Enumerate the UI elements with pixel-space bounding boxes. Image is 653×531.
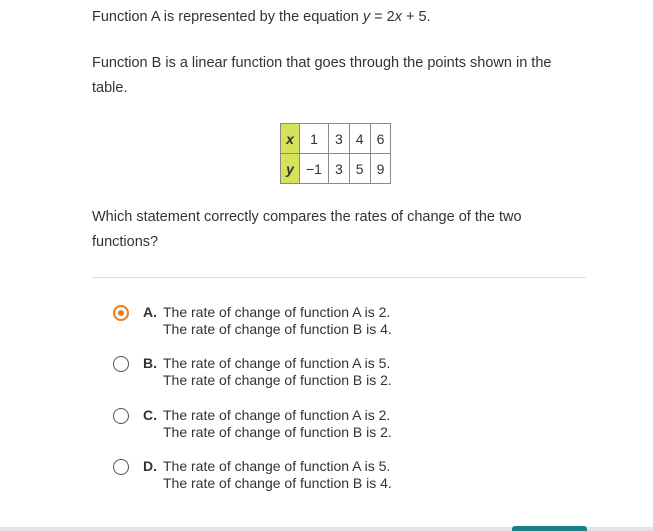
question-prompt: Which statement correctly compares the rates of change of the two functions? (92, 209, 522, 250)
table-cell: 5 (349, 154, 370, 184)
answer-choice-d[interactable] (113, 458, 533, 498)
table-header-y: y (281, 154, 300, 184)
table-cell: 9 (370, 154, 391, 184)
next-button[interactable] (512, 526, 587, 531)
divider (92, 277, 586, 278)
choice-line-1: The rate of change of function A is 2. (163, 407, 391, 423)
choice-line-2: The rate of change of function B is 2. (163, 424, 392, 440)
choice-line-1: The rate of change of function A is 2. (163, 304, 391, 320)
values-table (280, 123, 391, 184)
choice-line-2: The rate of change of function B is 2. (163, 372, 392, 388)
choice-letter: A. (143, 304, 157, 320)
radio-button-c[interactable] (113, 408, 129, 424)
table-cell: 3 (328, 124, 349, 154)
function-a-statement: Function A is represented by the equation y = 2x + 5. (92, 9, 431, 25)
choice-letter: C. (143, 407, 157, 423)
answer-choice-a[interactable] (113, 304, 533, 344)
choice-text (163, 407, 392, 441)
table-cell: 4 (349, 124, 370, 154)
answer-choice-c[interactable] (113, 407, 533, 447)
choice-letter: D. (143, 458, 157, 474)
table-header-x: x (281, 124, 300, 154)
choice-text (163, 355, 392, 389)
radio-button-b[interactable] (113, 356, 129, 372)
choice-line-1: The rate of change of function A is 5. (163, 355, 391, 371)
choice-text (163, 458, 392, 492)
table-cell: −1 (300, 154, 329, 184)
radio-button-d[interactable] (113, 459, 129, 475)
table-cell: 1 (300, 124, 329, 154)
table-row-x (281, 124, 391, 154)
answer-choice-b[interactable] (113, 355, 533, 395)
choice-text (163, 304, 392, 338)
choice-line-2: The rate of change of function B is 4. (163, 321, 392, 337)
choice-line-2: The rate of change of function B is 4. (163, 475, 392, 491)
table-row-y (281, 154, 391, 184)
function-b-statement: Function B is a linear function that goes through the points shown in the table. (92, 55, 552, 96)
choice-letter: B. (143, 355, 157, 371)
table-cell: 3 (328, 154, 349, 184)
table-cell: 6 (370, 124, 391, 154)
choice-line-1: The rate of change of function A is 5. (163, 458, 391, 474)
radio-button-a[interactable] (113, 305, 129, 321)
